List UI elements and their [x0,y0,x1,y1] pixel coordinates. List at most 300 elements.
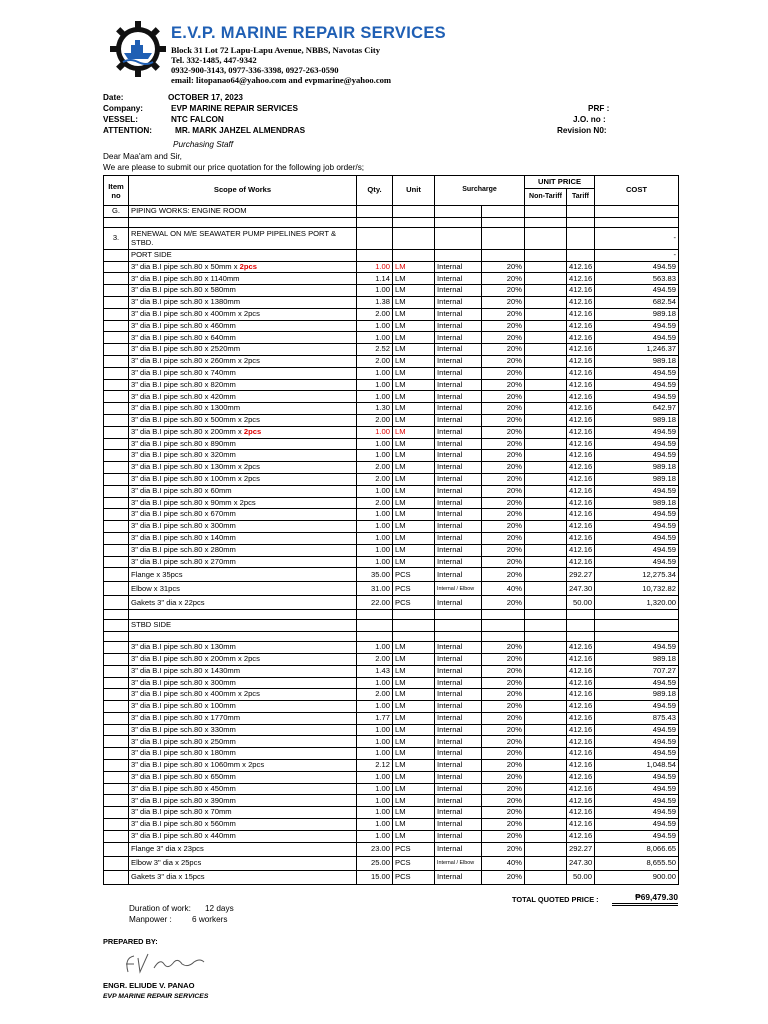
item-no-cell [104,771,129,783]
surcharge-pct-cell: 20% [482,320,525,332]
surcharge-type-cell: Internal [435,450,482,462]
port-side-row [104,249,679,261]
qty-cell: 25.00 [357,856,393,870]
attention-title: Purchasing Staff [173,140,234,149]
scope-cell: 3" dia B.I pipe sch.80 x 260mm x 2pcs [129,355,357,367]
surcharge-type-cell: Internal [435,642,482,654]
surcharge-type-cell: Internal [435,273,482,285]
qty-cell: 1.00 [357,748,393,760]
non-tariff-cell [525,485,567,497]
non-tariff-cell [525,521,567,533]
item-no-cell [104,521,129,533]
stbd-row [104,830,679,842]
unit-cell: LM [393,285,435,297]
tariff-cell: 412.16 [567,556,595,568]
surcharge-type-cell: Internal [435,760,482,772]
cost-cell: 682.54 [595,296,679,308]
non-tariff-cell [525,653,567,665]
non-tariff-cell [525,367,567,379]
non-tariff-cell [525,642,567,654]
port-row [104,509,679,521]
tariff-cell: 412.16 [567,521,595,533]
scope-cell: 3" dia B.I pipe sch.80 x 250mm [129,736,357,748]
surcharge-type-cell: Internal [435,344,482,356]
tariff-cell: 412.16 [567,760,595,772]
qty-cell: 2.00 [357,497,393,509]
surcharge-type-cell: Internal [435,379,482,391]
cost-cell: 10,732.82 [595,582,679,596]
surcharge-pct-cell: 20% [482,568,525,582]
tariff-cell: 412.16 [567,285,595,297]
scope-cell: 3" dia B.I pipe sch.80 x 320mm [129,450,357,462]
qty-cell: 2.00 [357,653,393,665]
company-value: EVP MARINE REPAIR SERVICES [171,104,298,113]
item-no-cell [104,701,129,713]
item-no-cell [104,819,129,831]
port-row [104,450,679,462]
highlighted-qty-note: 2pcs [239,261,257,271]
item-no-cell [104,332,129,344]
surcharge-type-cell: Internal [435,497,482,509]
surcharge-pct-cell: 20% [482,870,525,884]
item-no-cell [104,509,129,521]
company-mobile: 0932-900-3143, 0977-336-3398, 0927-263-0590 [171,65,339,75]
surcharge-type-cell: Internal [435,556,482,568]
unit-cell: LM [393,532,435,544]
surcharge-type-cell: Internal / Elbow [435,582,482,596]
manpower-value: 6 workers [192,915,228,924]
surcharge-pct-cell: 20% [482,771,525,783]
cost-cell: 494.59 [595,677,679,689]
port-row [104,596,679,610]
non-tariff-cell [525,544,567,556]
surcharge-type-cell: Internal [435,532,482,544]
revision-label: Revision N0: [557,126,607,135]
surcharge-type-cell: Internal [435,701,482,713]
non-tariff-cell [525,296,567,308]
tariff-cell: 50.00 [567,596,595,610]
non-tariff-cell [525,819,567,831]
date-value: OCTOBER 17, 2023 [168,93,243,102]
unit-cell: LM [393,391,435,403]
attention-label: ATTENTION: [103,126,152,135]
cost-cell: 494.59 [595,532,679,544]
item-no-cell [104,497,129,509]
non-tariff-cell [525,414,567,426]
qty-cell: 23.00 [357,842,393,856]
surcharge-type-cell: Internal [435,462,482,474]
col-unit-price: UNIT PRICE [525,176,595,189]
qty-cell: 1.77 [357,712,393,724]
unit-cell: PCS [393,568,435,582]
item-no-cell [104,842,129,856]
item-no-cell [104,355,129,367]
unit-cell: LM [393,509,435,521]
item-no-cell [104,653,129,665]
surcharge-pct-cell: 20% [482,450,525,462]
surcharge-type-cell: Internal [435,355,482,367]
item-no-cell [104,414,129,426]
qty-cell: 15.00 [357,870,393,884]
non-tariff-cell [525,842,567,856]
cost-cell: 1,048.54 [595,760,679,772]
unit-cell: LM [393,273,435,285]
cost-cell: 494.59 [595,426,679,438]
unit-cell: LM [393,320,435,332]
tariff-cell: 412.16 [567,344,595,356]
tariff-cell: 412.16 [567,653,595,665]
item-no-cell [104,320,129,332]
unit-cell: LM [393,556,435,568]
non-tariff-cell [525,596,567,610]
tariff-cell: 412.16 [567,748,595,760]
scope-cell: 3" dia B.I pipe sch.80 x 280mm [129,544,357,556]
cost-cell: 8,066.65 [595,842,679,856]
cost-cell: 8,655.50 [595,856,679,870]
tariff-cell: 247.30 [567,856,595,870]
port-row [104,285,679,297]
manpower-label: Manpower : [129,915,172,924]
scope-cell: Gakets 3" dia x 22pcs [129,596,357,610]
scope-cell: 3" dia B.I pipe sch.80 x 300mm [129,677,357,689]
scope-cell: 3" dia B.I pipe sch.80 x 60mm [129,485,357,497]
surcharge-type-cell: Internal [435,830,482,842]
company-name: E.V.P. MARINE REPAIR SERVICES [171,24,446,42]
qty-cell: 1.00 [357,795,393,807]
scope-cell: 3" dia B.I pipe sch.80 x 890mm [129,438,357,450]
cost-cell: 494.59 [595,485,679,497]
qty-cell: 1.00 [357,521,393,533]
surcharge-type-cell: Internal [435,677,482,689]
unit-cell: LM [393,355,435,367]
cost-cell: 989.18 [595,462,679,474]
stbd-row [104,760,679,772]
port-row [104,532,679,544]
unit-cell: LM [393,308,435,320]
stbd-row [104,842,679,856]
item-3-title: RENEWAL ON M/E SEAWATER PUMP PIPELINES PORT & STBD. [129,227,357,249]
cost-cell: 494.59 [595,642,679,654]
tariff-cell: 412.16 [567,414,595,426]
qty-cell: 2.52 [357,344,393,356]
port-row [104,568,679,582]
unit-cell: LM [393,771,435,783]
unit-cell: LM [393,819,435,831]
tariff-cell: 412.16 [567,642,595,654]
unit-cell: LM [393,438,435,450]
cost-cell: 494.59 [595,521,679,533]
surcharge-pct-cell: 20% [482,273,525,285]
item-no-cell [104,689,129,701]
item-3-cost: - [595,227,679,249]
scope-cell: 3" dia B.I pipe sch.80 x 1380mm [129,296,357,308]
scope-cell: 3" dia B.I pipe sch.80 x 450mm [129,783,357,795]
stbd-row [104,724,679,736]
port-row [104,426,679,438]
unit-cell: LM [393,521,435,533]
surcharge-pct-cell: 20% [482,509,525,521]
stbd-row [104,677,679,689]
qty-cell: 1.00 [357,450,393,462]
item-no-cell [104,344,129,356]
surcharge-pct-cell: 20% [482,724,525,736]
surcharge-type-cell: Internal [435,771,482,783]
surcharge-pct-cell: 20% [482,783,525,795]
tariff-cell: 412.16 [567,320,595,332]
stbd-row [104,807,679,819]
item-no-cell [104,568,129,582]
non-tariff-cell [525,403,567,415]
tariff-cell: 412.16 [567,367,595,379]
cost-cell: 494.59 [595,724,679,736]
tariff-cell: 412.16 [567,391,595,403]
scope-cell: 3" dia B.I pipe sch.80 x 1300mm [129,403,357,415]
cost-cell: 494.59 [595,391,679,403]
surcharge-type-cell: Internal [435,596,482,610]
scope-cell: 3" dia B.I pipe sch.80 x 300mm [129,521,357,533]
qty-cell: 1.14 [357,273,393,285]
scope-cell: 3" dia B.I pipe sch.80 x 1060mm x 2pcs [129,760,357,772]
item-no-cell [104,426,129,438]
non-tariff-cell [525,450,567,462]
surcharge-pct-cell: 40% [482,582,525,596]
tariff-cell: 412.16 [567,736,595,748]
attention-value: MR. MARK JAHZEL ALMENDRAS [175,126,306,135]
cost-cell: 1,320.00 [595,596,679,610]
port-row [104,296,679,308]
scope-cell: 3" dia B.I pipe sch.80 x 650mm [129,771,357,783]
port-side-cost: - [595,249,679,261]
qty-cell: 1.00 [357,285,393,297]
non-tariff-cell [525,807,567,819]
cost-cell: 494.59 [595,544,679,556]
qty-cell: 1.00 [357,544,393,556]
qty-cell: 2.00 [357,308,393,320]
surcharge-pct-cell: 20% [482,642,525,654]
surcharge-pct-cell: 20% [482,701,525,713]
surcharge-type-cell: Internal [435,819,482,831]
unit-cell: LM [393,344,435,356]
tariff-cell: 412.16 [567,712,595,724]
cost-cell: 707.27 [595,665,679,677]
stbd-row [104,653,679,665]
scope-cell: 3" dia B.I pipe sch.80 x 640mm [129,332,357,344]
qty-cell: 2.00 [357,689,393,701]
port-row [104,320,679,332]
tariff-cell: 412.16 [567,355,595,367]
qty-cell: 1.00 [357,819,393,831]
unit-cell: LM [393,760,435,772]
surcharge-pct-cell: 20% [482,544,525,556]
unit-cell: LM [393,689,435,701]
surcharge-type-cell: Internal [435,332,482,344]
scope-cell: 3" dia B.I pipe sch.80 x 460mm [129,320,357,332]
surcharge-type-cell: Internal [435,653,482,665]
col-cost: COST [595,176,679,206]
cost-cell: 494.59 [595,367,679,379]
tariff-cell: 412.16 [567,830,595,842]
prepared-by-label: PREPARED BY: [103,937,158,946]
surcharge-pct-cell: 20% [482,308,525,320]
item-no-cell [104,736,129,748]
unit-cell: LM [393,736,435,748]
qty-cell: 1.00 [357,830,393,842]
qty-cell: 1.00 [357,261,393,273]
cost-cell: 989.18 [595,497,679,509]
port-row [104,403,679,415]
item-no-cell [104,748,129,760]
scope-cell: Flange x 35pcs [129,568,357,582]
surcharge-type-cell: Internal [435,391,482,403]
company-address: Block 31 Lot 72 Lapu-Lapu Avenue, NBBS, Navotas City [171,45,380,55]
surcharge-type-cell: Internal [435,736,482,748]
unit-cell: LM [393,497,435,509]
col-non-tariff: Non-Tariff [525,188,567,205]
surcharge-pct-cell: 20% [482,367,525,379]
non-tariff-cell [525,701,567,713]
scope-cell: 3" dia B.I pipe sch.80 x 400mm x 2pcs [129,689,357,701]
scope-cell: 3" dia B.I pipe sch.80 x 2520mm [129,344,357,356]
surcharge-pct-cell: 20% [482,807,525,819]
surcharge-pct-cell: 20% [482,296,525,308]
stbd-row [104,771,679,783]
qty-cell: 1.00 [357,736,393,748]
port-side-title: PORT SIDE [129,249,357,261]
tariff-cell: 412.16 [567,771,595,783]
port-row [104,332,679,344]
item-no-cell [104,760,129,772]
surcharge-pct-cell: 20% [482,830,525,842]
surcharge-pct-cell: 20% [482,485,525,497]
item-no-cell [104,783,129,795]
surcharge-pct-cell: 40% [482,856,525,870]
scope-cell: 3" dia B.I pipe sch.80 x 50mm x 2pcs [129,261,357,273]
non-tariff-cell [525,771,567,783]
qty-cell: 2.00 [357,355,393,367]
company-tel: Tel. 332-1485, 447-9342 [171,55,257,65]
unit-cell: LM [393,403,435,415]
unit-cell: LM [393,261,435,273]
item-3-no: 3. [104,227,129,249]
port-row [104,544,679,556]
qty-cell: 2.00 [357,473,393,485]
qty-cell: 1.00 [357,701,393,713]
scope-cell: 3" dia B.I pipe sch.80 x 580mm [129,285,357,297]
tariff-cell: 412.16 [567,273,595,285]
qty-cell: 1.00 [357,426,393,438]
port-row [104,308,679,320]
cost-cell: 494.59 [595,285,679,297]
tariff-cell: 412.16 [567,807,595,819]
surcharge-type-cell: Internal [435,261,482,273]
surcharge-type-cell: Internal [435,724,482,736]
scope-cell: 3" dia B.I pipe sch.80 x 820mm [129,379,357,391]
stbd-row [104,736,679,748]
cost-cell: 494.59 [595,450,679,462]
surcharge-pct-cell: 20% [482,596,525,610]
intro-text: We are please to submit our price quotation for the following job order/s; [103,163,365,172]
total-quoted-price-value: ₱69,479.30 [612,892,678,904]
jo-label: J.O. no : [573,115,606,124]
item-no-cell [104,712,129,724]
item-no-cell [104,391,129,403]
tariff-cell: 412.16 [567,308,595,320]
col-scope: Scope of Works [129,176,357,206]
item-no-cell [104,856,129,870]
stbd-row [104,712,679,724]
tariff-cell: 412.16 [567,795,595,807]
stbd-side-title: STBD SIDE [129,620,357,632]
item-no-cell [104,473,129,485]
surcharge-pct-cell: 20% [482,261,525,273]
scope-cell: Elbow x 31pcs [129,582,357,596]
item-no-cell [104,665,129,677]
scope-cell: 3" dia B.I pipe sch.80 x 70mm [129,807,357,819]
tariff-cell: 412.16 [567,819,595,831]
surcharge-type-cell: Internal [435,870,482,884]
unit-cell: LM [393,712,435,724]
item-no-cell [104,273,129,285]
scope-cell: 3" dia B.I pipe sch.80 x 330mm [129,724,357,736]
vessel-value: NTC FALCON [171,115,224,124]
surcharge-type-cell: Internal [435,426,482,438]
cost-cell: 989.18 [595,355,679,367]
qty-cell: 1.43 [357,665,393,677]
surcharge-type-cell: Internal [435,783,482,795]
stbd-row [104,689,679,701]
tariff-cell: 412.16 [567,665,595,677]
port-row [104,582,679,596]
surcharge-type-cell: Internal [435,509,482,521]
cost-cell: 12,275.34 [595,568,679,582]
scope-cell: 3" dia B.I pipe sch.80 x 420mm [129,391,357,403]
tariff-cell: 412.16 [567,544,595,556]
item-no-cell [104,544,129,556]
scope-cell: 3" dia B.I pipe sch.80 x 270mm [129,556,357,568]
tariff-cell: 412.16 [567,701,595,713]
surcharge-type-cell: Internal [435,285,482,297]
scope-cell: 3" dia B.I pipe sch.80 x 740mm [129,367,357,379]
unit-cell: LM [393,485,435,497]
item-no-cell [104,677,129,689]
non-tariff-cell [525,285,567,297]
duration-value: 12 days [205,904,234,913]
qty-cell: 22.00 [357,596,393,610]
qty-cell: 1.00 [357,320,393,332]
scope-cell: 3" dia B.I pipe sch.80 x 200mm x 2pcs [129,653,357,665]
tariff-cell: 412.16 [567,450,595,462]
date-label: Date: [103,93,124,102]
non-tariff-cell [525,497,567,509]
non-tariff-cell [525,568,567,582]
qty-cell: 2.00 [357,462,393,474]
qty-cell: 31.00 [357,582,393,596]
surcharge-pct-cell: 20% [482,712,525,724]
qty-cell: 1.00 [357,509,393,521]
surcharge-pct-cell: 20% [482,355,525,367]
scope-cell: 3" dia B.I pipe sch.80 x 440mm [129,830,357,842]
qty-cell: 1.00 [357,807,393,819]
scope-cell: 3" dia B.I pipe sch.80 x 1430mm [129,665,357,677]
surcharge-pct-cell: 20% [482,414,525,426]
qty-cell: 1.00 [357,677,393,689]
non-tariff-cell [525,462,567,474]
non-tariff-cell [525,783,567,795]
qty-cell: 1.00 [357,367,393,379]
qty-cell: 2.12 [357,760,393,772]
surcharge-type-cell: Internal [435,485,482,497]
item-no-cell [104,261,129,273]
